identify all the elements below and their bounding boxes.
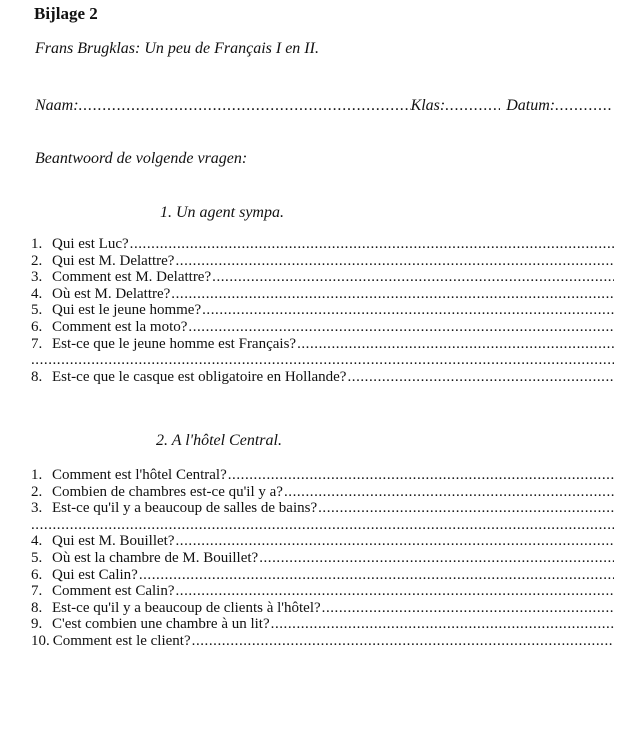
question-text: Combien de chambres est-ce qu'il y a? bbox=[52, 483, 283, 500]
klas-label: Klas: bbox=[410, 97, 446, 114]
question-item bbox=[31, 302, 614, 319]
question-number: 1. bbox=[31, 236, 43, 252]
question-text: Qui est M. Bouillet? bbox=[52, 533, 175, 550]
question-item bbox=[31, 550, 614, 567]
naam-label: Naam: bbox=[35, 97, 79, 114]
answer-line[interactable] bbox=[31, 352, 614, 369]
question-text: Comment est le client? bbox=[52, 632, 191, 649]
instruction-text: Beantwoord de volgende vragen: bbox=[35, 150, 248, 167]
question-item bbox=[31, 336, 614, 353]
question-number: 9. bbox=[31, 616, 43, 633]
answer-line[interactable] bbox=[129, 236, 614, 253]
answer-line[interactable] bbox=[258, 550, 614, 567]
question-list-1 bbox=[31, 236, 614, 385]
question-number: 2. bbox=[31, 252, 43, 269]
question-item bbox=[31, 467, 614, 484]
question-number: 3. bbox=[31, 269, 43, 286]
datum-label: Datum: bbox=[506, 97, 556, 114]
answer-line[interactable] bbox=[283, 484, 614, 501]
question-text: Qui est Calin? bbox=[52, 566, 138, 583]
question-number: 3. bbox=[31, 500, 43, 517]
question-text: Est-ce qu'il y a beaucoup de salles de bains? bbox=[52, 500, 318, 517]
answer-line[interactable] bbox=[31, 517, 614, 534]
answer-line[interactable] bbox=[321, 600, 614, 617]
question-number: 6. bbox=[31, 318, 43, 335]
question-text: C'est combien une chambre à un lit? bbox=[52, 616, 270, 633]
question-number: 10. bbox=[31, 632, 50, 649]
question-item bbox=[31, 616, 614, 633]
question-number: 1. bbox=[31, 467, 43, 483]
section-heading-2: 2. A l'hôtel Central. bbox=[156, 432, 282, 449]
answer-line[interactable] bbox=[270, 616, 614, 633]
extra-answer-line bbox=[31, 352, 614, 369]
student-info-row bbox=[35, 97, 615, 115]
question-text: Est-ce que le jeune homme est Français? bbox=[52, 335, 297, 352]
question-number: 8. bbox=[31, 368, 43, 385]
question-list-2 bbox=[31, 467, 614, 650]
section-heading-1: 1. Un agent sympa. bbox=[160, 204, 284, 221]
datum-field[interactable] bbox=[555, 97, 613, 115]
page-title: Bijlage 2 bbox=[34, 4, 98, 23]
klas-field[interactable] bbox=[445, 97, 500, 115]
extra-answer-line bbox=[31, 517, 614, 534]
answer-line[interactable] bbox=[227, 467, 614, 484]
answer-line[interactable] bbox=[296, 336, 614, 353]
question-item bbox=[31, 319, 614, 336]
answer-line[interactable] bbox=[175, 533, 615, 550]
answer-line[interactable] bbox=[138, 567, 614, 584]
question-item bbox=[31, 533, 614, 550]
naam-field[interactable] bbox=[79, 97, 411, 115]
question-item bbox=[31, 500, 614, 517]
question-number: 8. bbox=[31, 599, 43, 616]
question-item bbox=[31, 600, 614, 617]
answer-line[interactable] bbox=[346, 369, 614, 386]
question-number: 6. bbox=[31, 566, 43, 583]
question-text: Est-ce que le casque est obligatoire en Hollande? bbox=[52, 368, 347, 385]
question-text: Comment est M. Delattre? bbox=[52, 269, 212, 286]
question-number: 4. bbox=[31, 533, 43, 550]
question-number: 7. bbox=[31, 583, 43, 600]
question-item bbox=[31, 633, 614, 650]
question-item bbox=[31, 567, 614, 584]
worksheet-subtitle: Frans Brugklas: Un peu de Français I en II. bbox=[35, 40, 319, 57]
question-text: Où est M. Delattre? bbox=[52, 285, 171, 302]
question-item bbox=[31, 286, 614, 303]
answer-line[interactable] bbox=[317, 500, 614, 517]
question-text: Qui est le jeune homme? bbox=[52, 302, 202, 319]
question-item bbox=[31, 236, 614, 253]
question-text: Est-ce qu'il y a beaucoup de clients à l'hôtel? bbox=[52, 599, 321, 616]
question-item bbox=[31, 369, 614, 386]
question-number: 7. bbox=[31, 335, 43, 352]
question-item bbox=[31, 583, 614, 600]
question-text: Où est la chambre de M. Bouillet? bbox=[52, 549, 259, 566]
answer-line[interactable] bbox=[187, 319, 614, 336]
question-item bbox=[31, 484, 614, 501]
question-text: Qui est M. Delattre? bbox=[52, 252, 175, 269]
question-text: Qui est Luc? bbox=[52, 236, 129, 252]
question-number: 5. bbox=[31, 549, 43, 566]
answer-line[interactable] bbox=[201, 302, 614, 319]
answer-line[interactable] bbox=[170, 286, 614, 303]
answer-line[interactable] bbox=[174, 583, 614, 600]
question-number: 5. bbox=[31, 302, 43, 319]
question-text: Comment est Calin? bbox=[52, 583, 175, 600]
answer-line[interactable] bbox=[174, 253, 614, 270]
question-number: 4. bbox=[31, 285, 43, 302]
question-text: Comment est la moto? bbox=[52, 318, 188, 335]
question-item bbox=[31, 269, 614, 286]
question-number: 2. bbox=[31, 483, 43, 500]
question-text: Comment est l'hôtel Central? bbox=[52, 467, 227, 483]
answer-line[interactable] bbox=[211, 269, 614, 286]
question-item bbox=[31, 253, 614, 270]
answer-line[interactable] bbox=[191, 633, 614, 650]
